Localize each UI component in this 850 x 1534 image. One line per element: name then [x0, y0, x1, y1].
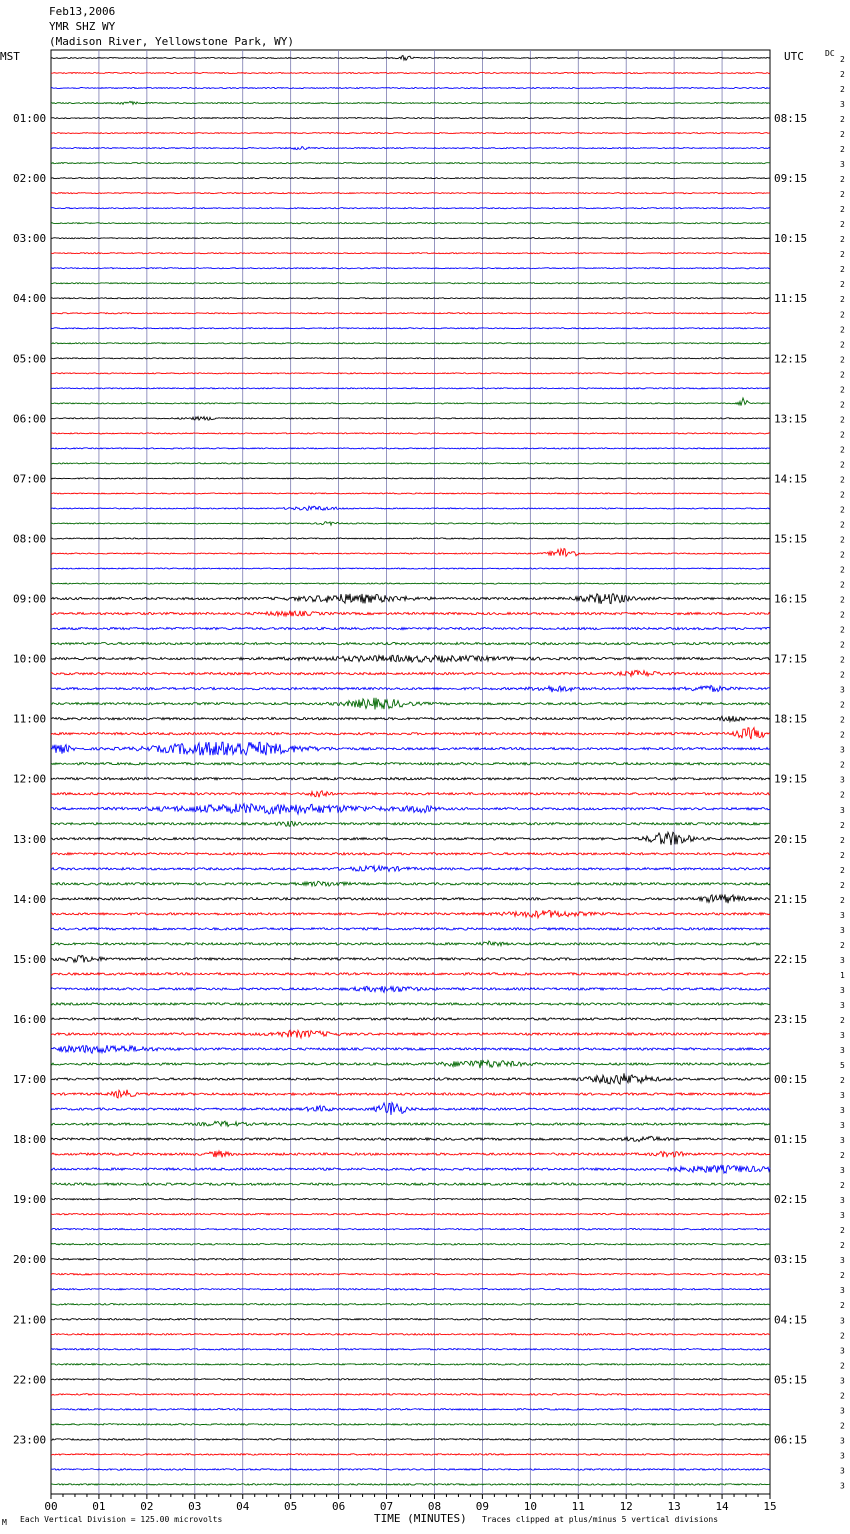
seismic-trace [51, 398, 770, 406]
right-timezone-label: UTC [784, 50, 804, 63]
dc-offset-value: 3 [840, 1045, 845, 1055]
utc-hour-label: 13:15 [774, 412, 808, 426]
seismic-trace [51, 986, 770, 992]
seismic-trace [51, 522, 770, 525]
dc-offset-value: 3 [840, 1196, 845, 1206]
utc-hour-label: 16:15 [774, 592, 808, 606]
mst-hour-label: 01:00 [13, 112, 47, 126]
utc-hour-label: 00:15 [774, 1073, 808, 1087]
seismic-trace [51, 594, 770, 604]
seismic-trace [51, 208, 770, 209]
dc-offset-value: 3 [840, 685, 845, 695]
seismic-trace [51, 791, 770, 798]
mst-hour-label: 21:00 [13, 1313, 47, 1327]
dc-offset-value: 2 [840, 520, 845, 530]
seismic-trace [51, 56, 770, 61]
seismic-trace [51, 493, 770, 494]
station-location: (Madison River, Yellowstone Park, WY) [49, 35, 295, 48]
dc-offset-value: 2 [840, 1015, 845, 1025]
mst-hour-label: 04:00 [13, 292, 47, 306]
dc-offset-value: 3 [840, 1376, 845, 1386]
x-tick-label: 00 [44, 1500, 58, 1513]
seismic-trace [51, 728, 770, 739]
utc-hour-label: 14:15 [774, 472, 808, 486]
seismic-trace [51, 1045, 770, 1053]
seismic-trace [51, 763, 770, 765]
dc-offset-value: 2 [840, 760, 845, 770]
seismic-trace [51, 1213, 770, 1214]
seismic-trace [51, 1030, 770, 1038]
dc-offset-value: 2 [840, 370, 845, 380]
dc-offset-header: DC [825, 49, 835, 58]
dc-offset-value: 3 [840, 805, 845, 815]
dc-offset-value: 2 [840, 610, 845, 620]
seismic-trace [51, 147, 770, 150]
dc-offset-value: 2 [840, 865, 845, 875]
dc-offset-value: 2 [840, 385, 845, 395]
dc-offset-value: 2 [840, 1391, 845, 1401]
mst-hour-label: 22:00 [13, 1373, 47, 1387]
mst-hour-label: 14:00 [13, 892, 47, 906]
dc-offset-value: 2 [840, 115, 845, 125]
dc-offset-value: 2 [840, 310, 845, 320]
seismic-trace [51, 1304, 770, 1305]
x-tick-label: 10 [523, 1500, 537, 1513]
dc-offset-value: 2 [840, 790, 845, 800]
x-tick-label: 06 [331, 1500, 346, 1513]
mst-hour-label: 23:00 [13, 1433, 47, 1447]
seismic-trace [51, 627, 770, 629]
seismic-trace [51, 670, 770, 676]
seismic-trace [51, 1394, 770, 1395]
station-code: YMR SHZ WY [49, 20, 116, 33]
seismic-trace [51, 463, 770, 464]
dc-offset-value: 3 [840, 1406, 845, 1416]
seismic-trace [51, 832, 770, 845]
dc-offset-value: 3 [840, 775, 845, 785]
seismic-trace [51, 253, 770, 254]
seismic-trace [51, 1183, 770, 1185]
seismic-trace [51, 1349, 770, 1351]
seismic-trace [51, 163, 770, 164]
seismic-trace [51, 1103, 770, 1115]
dc-offset-value: 2 [840, 1076, 845, 1086]
dc-offset-value: 2 [840, 1361, 845, 1371]
dc-offset-value: 2 [840, 85, 845, 95]
seismic-trace [51, 313, 770, 314]
left-timezone-label: MST [0, 50, 20, 63]
plot-date: Feb13,2006 [49, 5, 116, 18]
dc-offset-value: 3 [840, 1166, 845, 1176]
seismic-trace [51, 881, 770, 886]
seismic-trace [51, 742, 770, 755]
dc-offset-value: 3 [840, 100, 845, 110]
dc-offset-value: 2 [840, 565, 845, 575]
mst-hour-label: 09:00 [13, 592, 47, 606]
utc-hour-label: 08:15 [774, 112, 808, 126]
seismic-trace [51, 894, 770, 903]
seismic-trace [51, 1469, 770, 1471]
seismic-trace [51, 1151, 770, 1157]
utc-hour-label: 23:15 [774, 1012, 808, 1026]
seismic-trace [51, 1258, 770, 1260]
x-tick-label: 05 [284, 1500, 298, 1513]
seismic-trace [51, 118, 770, 119]
seismic-trace [51, 1454, 770, 1455]
utc-hour-label: 11:15 [774, 292, 808, 306]
dc-offset-value: 2 [840, 580, 845, 590]
mst-hour-label: 13:00 [13, 832, 47, 846]
seismic-trace [51, 1364, 770, 1365]
dc-offset-value: 3 [840, 1091, 845, 1101]
x-tick-label: 12 [619, 1500, 633, 1513]
dc-offset-value: 2 [840, 400, 845, 410]
seismic-trace [51, 268, 770, 269]
utc-hour-label: 21:15 [774, 892, 808, 906]
seismic-trace [51, 642, 770, 644]
seismic-trace [51, 298, 770, 299]
dc-offset-value: 2 [840, 475, 845, 485]
seismic-trace [51, 178, 770, 179]
seismic-trace [51, 328, 770, 329]
seismic-trace [51, 568, 770, 569]
dc-offset-value: 2 [840, 1241, 845, 1251]
mst-hour-label: 08:00 [13, 532, 47, 546]
mst-hour-label: 18:00 [13, 1133, 47, 1147]
x-tick-label: 01 [92, 1500, 106, 1513]
seismic-trace [51, 1090, 770, 1098]
seismic-trace [51, 1003, 770, 1005]
dc-offset-value: 3 [840, 745, 845, 755]
utc-hour-label: 03:15 [774, 1253, 808, 1267]
utc-hour-label: 22:15 [774, 952, 808, 966]
utc-hour-label: 09:15 [774, 172, 808, 186]
dc-offset-value: 2 [840, 295, 845, 305]
dc-offset-value: 2 [840, 460, 845, 470]
dc-offset-value: 2 [840, 1421, 845, 1431]
utc-hour-label: 10:15 [774, 232, 808, 246]
dc-offset-value: 2 [840, 235, 845, 245]
dc-offset-value: 1 [840, 970, 845, 980]
x-tick-label: 04 [236, 1500, 250, 1513]
seismic-trace [51, 716, 770, 721]
dc-offset-value: 3 [840, 1436, 845, 1446]
seismic-trace [51, 133, 770, 134]
seismic-trace [51, 1060, 770, 1068]
seismic-trace [51, 853, 770, 855]
dc-offset-value: 3 [840, 1211, 845, 1221]
mst-hour-label: 10:00 [13, 652, 47, 666]
utc-hour-label: 01:15 [774, 1133, 808, 1147]
seismic-trace [51, 973, 770, 975]
dc-offset-value: 3 [840, 1316, 845, 1326]
dc-offset-value: 2 [840, 550, 845, 560]
seismic-trace [51, 238, 770, 239]
seismic-trace [51, 549, 770, 557]
dc-offset-value: 2 [840, 490, 845, 500]
dc-offset-value: 3 [840, 1106, 845, 1116]
seismic-trace [51, 1073, 770, 1084]
seismic-trace [51, 1484, 770, 1485]
dc-offset-value: 3 [840, 160, 845, 170]
dc-offset-value: 3 [840, 1000, 845, 1010]
dc-offset-value: 3 [840, 925, 845, 935]
dc-offset-value: 2 [840, 595, 845, 605]
dc-offset-value: 2 [840, 655, 845, 665]
seismic-trace [51, 433, 770, 434]
dc-offset-value: 3 [840, 955, 845, 965]
seismic-trace [51, 1319, 770, 1321]
mst-hour-label: 11:00 [13, 712, 47, 726]
dc-offset-value: 3 [840, 1481, 845, 1491]
utc-hour-label: 17:15 [774, 652, 808, 666]
dc-offset-value: 2 [840, 250, 845, 260]
dc-offset-value: 2 [840, 940, 845, 950]
dc-offset-value: 5 [840, 1061, 845, 1071]
seismic-trace [51, 866, 770, 872]
dc-offset-value: 2 [840, 670, 845, 680]
seismic-trace [51, 478, 770, 479]
mst-hour-label: 05:00 [13, 352, 47, 366]
dc-offset-value: 2 [840, 895, 845, 905]
mst-hour-label: 20:00 [13, 1253, 47, 1267]
utc-hour-label: 05:15 [774, 1373, 808, 1387]
seismic-trace [51, 373, 770, 374]
seismic-trace [51, 685, 770, 692]
dc-offset-value: 3 [840, 1136, 845, 1146]
dc-offset-value: 2 [840, 1301, 845, 1311]
dc-offset-value: 2 [840, 340, 845, 350]
x-tick-label: 15 [763, 1500, 777, 1513]
dc-offset-value: 2 [840, 1151, 845, 1161]
dc-offset-value: 2 [840, 445, 845, 455]
dc-offset-value: 2 [840, 505, 845, 515]
dc-offset-value: 2 [840, 1181, 845, 1191]
seismic-trace [51, 778, 770, 780]
mst-hour-label: 12:00 [13, 772, 47, 786]
seismic-trace [51, 1379, 770, 1380]
dc-offset-value: 3 [840, 1256, 845, 1266]
seismic-trace [51, 1273, 770, 1274]
seismic-trace [51, 506, 770, 510]
dc-offset-value: 2 [840, 535, 845, 545]
mst-hour-label: 06:00 [13, 412, 47, 426]
mst-hour-label: 19:00 [13, 1193, 47, 1207]
utc-hour-label: 12:15 [774, 352, 808, 366]
seismic-trace [51, 1288, 770, 1290]
x-tick-label: 11 [571, 1500, 585, 1513]
seismic-trace [51, 1228, 770, 1229]
utc-hour-label: 04:15 [774, 1313, 808, 1327]
seismic-trace [51, 223, 770, 224]
dc-offset-value: 2 [840, 355, 845, 365]
x-axis-title: TIME (MINUTES) [374, 1512, 467, 1525]
dc-offset-value: 3 [840, 1030, 845, 1040]
seismic-trace [51, 1439, 770, 1441]
x-tick-label: 02 [140, 1500, 154, 1513]
dc-offset-value: 2 [840, 325, 845, 335]
dc-offset-value: 2 [840, 145, 845, 155]
dc-offset-value: 2 [840, 850, 845, 860]
utc-hour-label: 02:15 [774, 1193, 808, 1207]
dc-offset-value: 3 [840, 1346, 845, 1356]
dc-offset-value: 3 [840, 1286, 845, 1296]
mst-hour-label: 02:00 [13, 172, 47, 186]
dc-offset-value: 2 [840, 1226, 845, 1236]
dc-offset-value: 2 [840, 715, 845, 725]
seismic-trace [51, 1243, 770, 1244]
x-tick-label: 08 [427, 1500, 442, 1513]
dc-offset-value: 2 [840, 1331, 845, 1341]
mst-hour-label: 15:00 [13, 952, 47, 966]
x-tick-label: 09 [475, 1500, 490, 1513]
seismic-trace [51, 72, 770, 73]
seismic-trace [51, 538, 770, 539]
seismic-trace [51, 955, 770, 962]
mst-hour-label: 07:00 [13, 472, 47, 486]
seismic-trace [51, 655, 770, 662]
seismic-trace [51, 910, 770, 917]
seismic-trace [51, 1121, 770, 1126]
dc-offset-value: 2 [840, 1271, 845, 1281]
x-tick-label: 13 [667, 1500, 681, 1513]
dc-offset-value: 2 [840, 835, 845, 845]
dc-offset-value: 2 [840, 130, 845, 140]
seismic-trace [51, 448, 770, 449]
seismic-trace [51, 698, 770, 710]
clip-note: Traces clipped at plus/minus 5 vertical divisions [482, 1515, 719, 1524]
dc-offset-value: 3 [840, 985, 845, 995]
dc-offset-value: 2 [840, 880, 845, 890]
dc-offset-value: 2 [840, 820, 845, 830]
utc-hour-label: 06:15 [774, 1433, 808, 1447]
dc-offset-value: 2 [840, 430, 845, 440]
dc-offset-value: 2 [840, 70, 845, 80]
dc-offset-value: 2 [840, 265, 845, 275]
seismic-trace [51, 804, 770, 814]
utc-hour-label: 15:15 [774, 532, 808, 546]
dc-offset-value: 3 [840, 1121, 845, 1131]
dc-offset-value: 2 [840, 205, 845, 215]
utc-hour-label: 20:15 [774, 832, 808, 846]
dc-offset-value: 3 [840, 910, 845, 920]
seismic-trace [51, 1018, 770, 1020]
dc-offset-value: 2 [840, 700, 845, 710]
dc-offset-value: 2 [840, 640, 845, 650]
mst-hour-label: 17:00 [13, 1073, 47, 1087]
seismic-trace [51, 283, 770, 284]
x-tick-label: 07 [379, 1500, 394, 1513]
seismic-trace [51, 1136, 770, 1141]
seismic-trace [51, 417, 770, 420]
dc-offset-value: 2 [840, 175, 845, 185]
seismic-trace [51, 87, 770, 88]
mst-hour-label: 03:00 [13, 232, 47, 246]
dc-offset-value: 3 [840, 1451, 845, 1461]
vertical-scale-note: Each Vertical Division = 125.00 microvolts [20, 1515, 223, 1524]
seismic-trace [51, 1165, 770, 1173]
seismic-trace [51, 941, 770, 946]
plot-frame [51, 50, 770, 1494]
seismic-trace [51, 193, 770, 194]
x-tick-label: 14 [715, 1500, 729, 1513]
x-tick-label: 03 [188, 1500, 202, 1513]
dc-offset-value: 2 [840, 55, 845, 64]
seismic-trace [51, 611, 770, 617]
seismic-trace [51, 358, 770, 359]
seismic-trace [51, 1334, 770, 1335]
seismic-trace [51, 1198, 770, 1200]
corner-mark: M [2, 1518, 7, 1527]
dc-offset-value: 2 [840, 625, 845, 635]
dc-offset-value: 2 [840, 220, 845, 230]
seismic-trace [51, 1409, 770, 1411]
dc-offset-value: 2 [840, 280, 845, 290]
dc-offset-value: 2 [840, 415, 845, 425]
utc-hour-label: 18:15 [774, 712, 808, 726]
seismic-trace [51, 101, 770, 104]
mst-hour-label: 16:00 [13, 1012, 47, 1026]
seismic-trace [51, 821, 770, 826]
dc-offset-value: 2 [840, 730, 845, 740]
seismic-trace [51, 928, 770, 930]
dc-offset-value: 2 [840, 190, 845, 200]
seismic-trace [51, 583, 770, 584]
dc-offset-value: 3 [840, 1466, 845, 1476]
utc-hour-label: 19:15 [774, 772, 808, 786]
seismic-trace [51, 343, 770, 344]
seismic-trace [51, 388, 770, 389]
seismic-trace [51, 1424, 770, 1425]
